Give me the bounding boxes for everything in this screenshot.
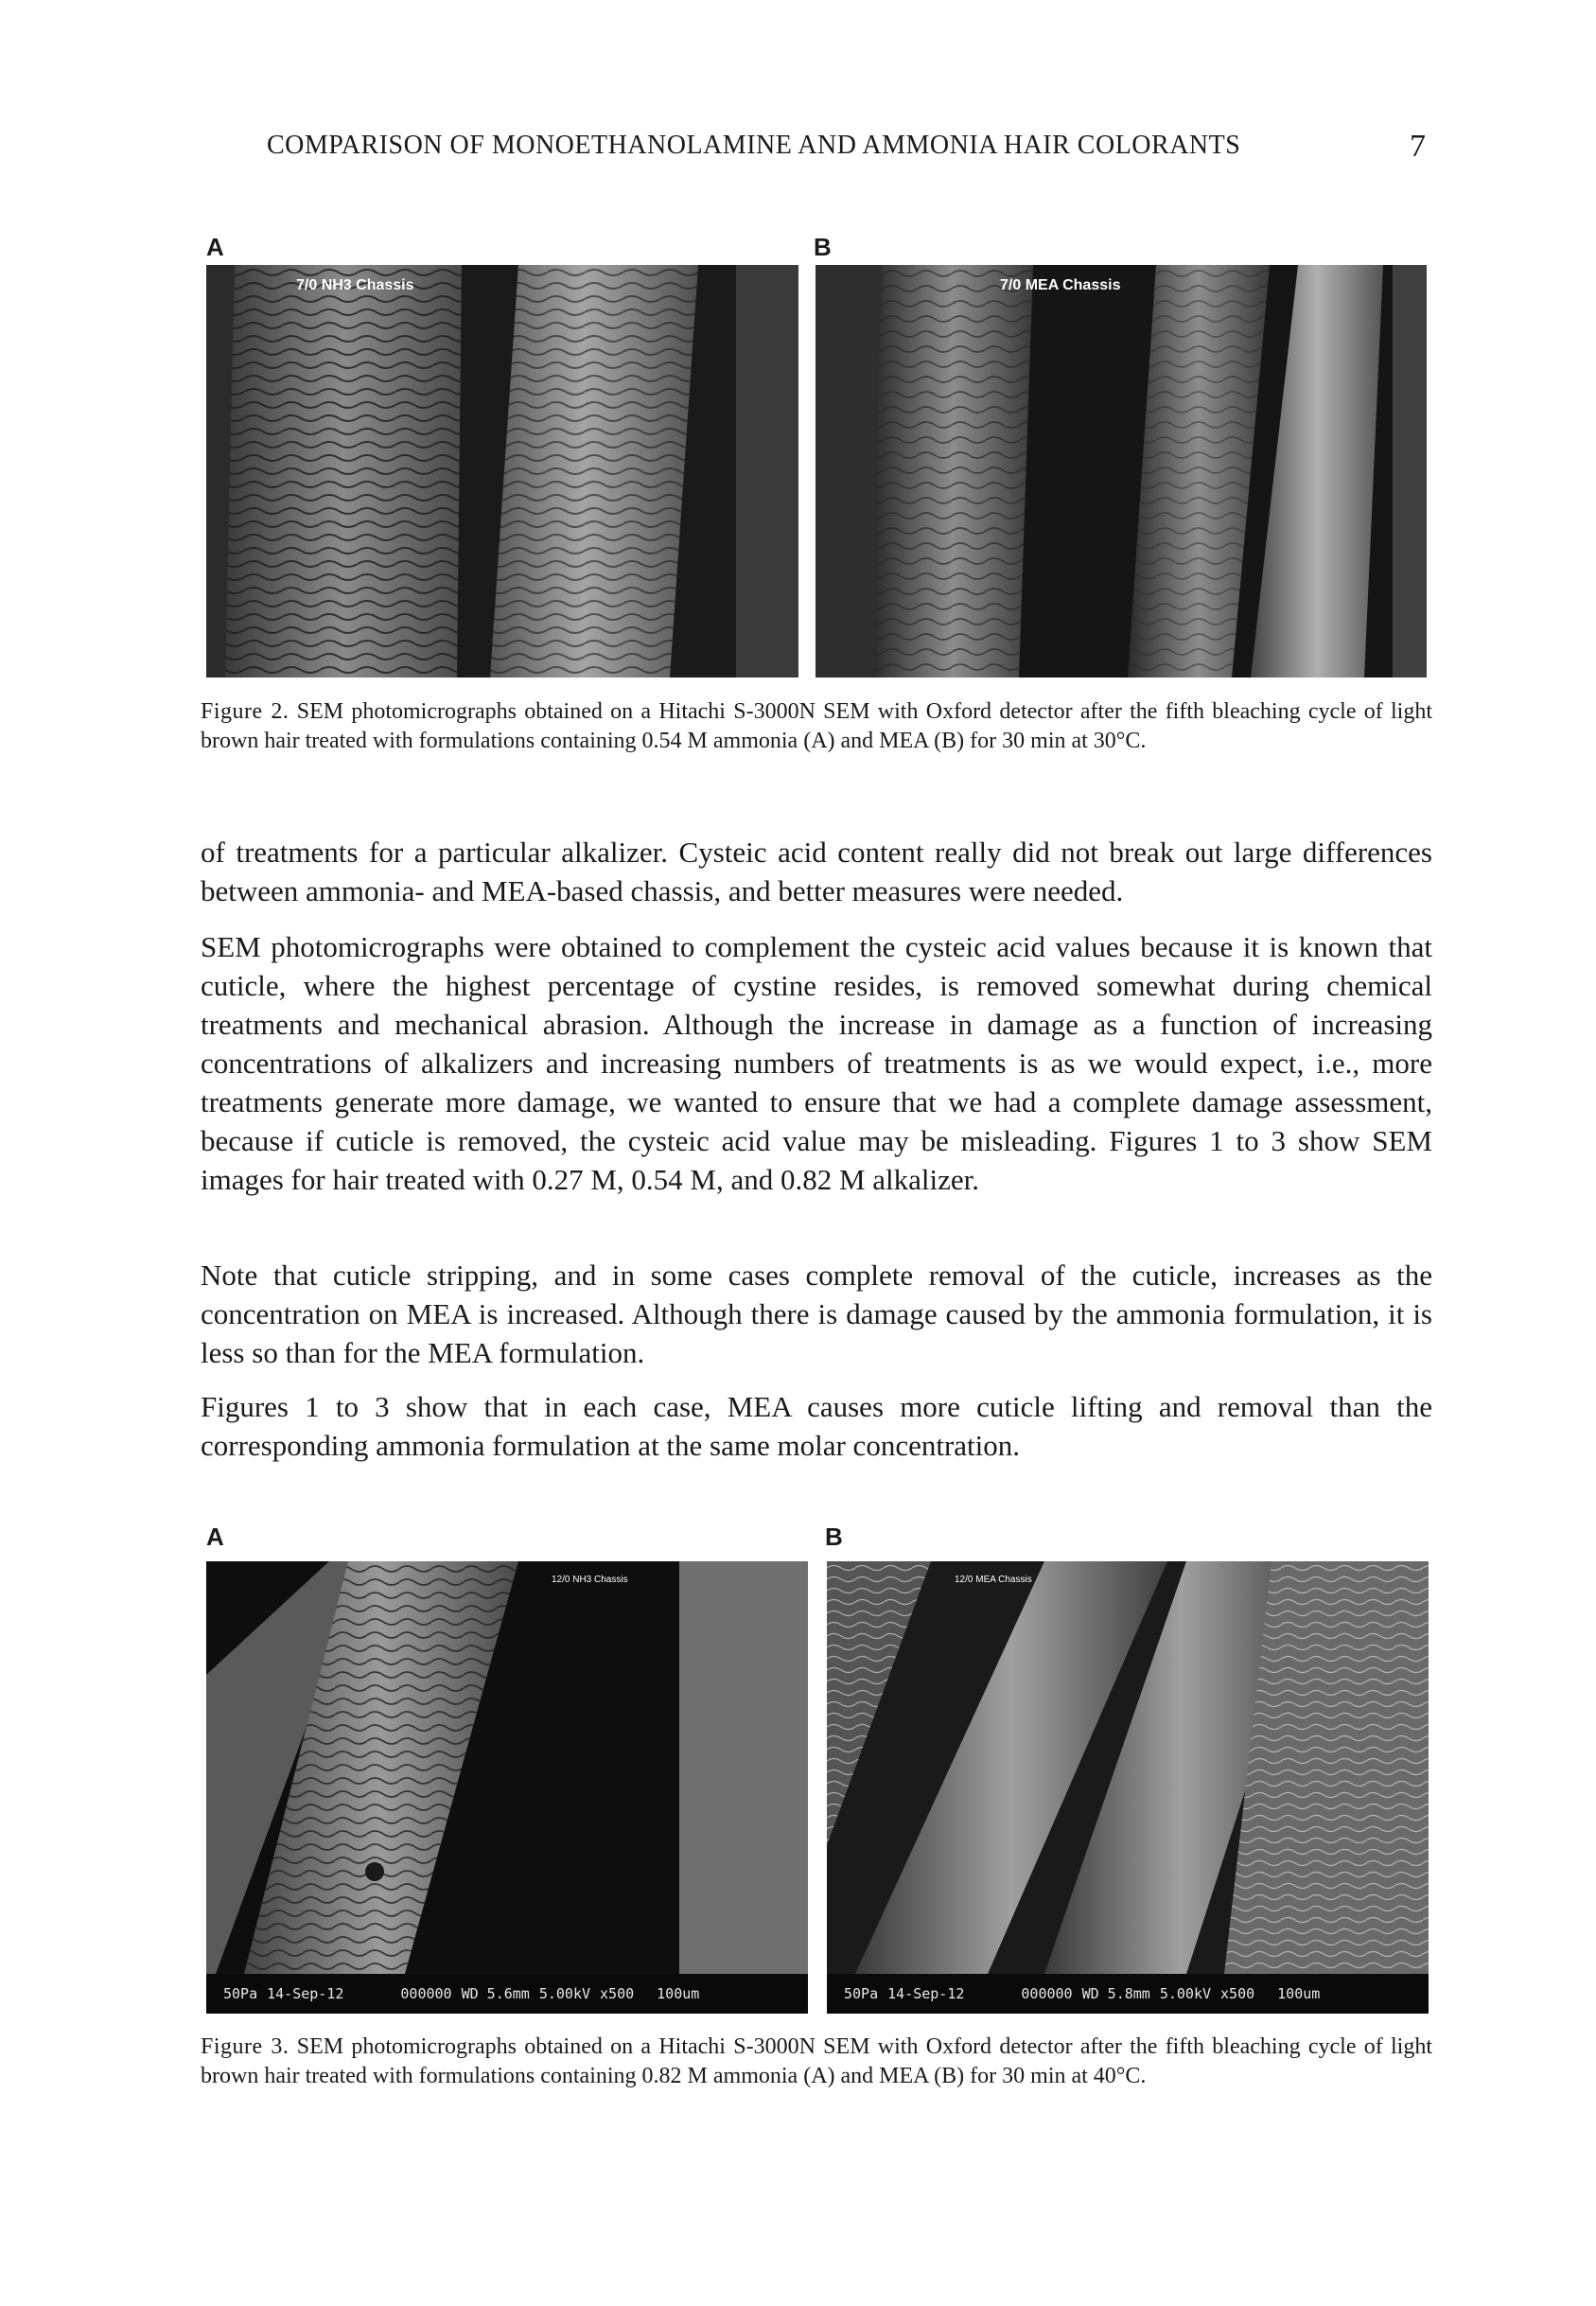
databar-scale: 100um [1277,1985,1321,2002]
figure2-panel-b-title: 7/0 MEA Chassis [1000,277,1121,293]
sem-hair-fibers-a [206,265,798,678]
running-head: COMPARISON OF MONOETHANOLAMINE AND AMMONIA HAIR COLORANTS [267,131,1241,160]
databar-magnification: x500 [1220,1985,1255,2002]
sem-hair-fibers-c [206,1561,808,1974]
figure2-caption [201,697,1432,756]
figure2-panel-b-label: B [814,233,832,261]
databar-date: 14-Sep-12 [267,1985,344,2002]
figure2-caption-text: SEM photomicrographs obtained on a Hitachi S-3000N SEM with Oxford detector after the fifth bleaching cycle of light brown hair treated with formulations containing 0.54 M ammonia (A) and MEA (B) for 30 min at 30°C. [201,699,1433,753]
figure2-caption-label: Figure 2. [201,699,289,724]
figure3-panel-a-label: A [206,1523,224,1551]
databar-magnification: x500 [600,1985,635,2002]
databar-pressure: 50Pa [844,1985,879,2002]
figure3-caption-label: Figure 3. [201,2034,289,2059]
figure2-panel-a-image [206,265,798,678]
page-number: 7 [1410,129,1426,164]
databar-scale: 100um [657,1985,700,2002]
databar-counter: 000000 [400,1985,452,2002]
figure3-panel-b-title: 12/0 MEA Chassis [955,1575,1032,1585]
figure2-panel-a-title: 7/0 NH3 Chassis [296,277,414,293]
figure3-panel-b-image [827,1561,1429,2014]
databar-pressure: 50Pa [223,1985,258,2002]
figure2-panel-a-label: A [206,233,224,261]
figure3-panel-a-title: 12/0 NH3 Chassis [552,1575,628,1585]
databar-working-distance: WD 5.8mm [1081,1985,1150,2002]
body-paragraph-2: SEM photomicrographs were obtained to complement the cysteic acid values because it is known that cuticle, where the highest percentage of cystine resides, is removed somewhat during chemical treatments and mechanical abrasion. Although the increase in damage as a function of increasing concentrations of alkalizers and increasing numbers of treatments is as we would expect, i.e., more treatments generate more damage, we wanted to ensure that we had a complete damage assessment, because if cuticle is removed, the cysteic acid value may be misleading. Figures 1 to 3 show SEM images for hair treated with 0.27 M, 0.54 M, and 0.82 M alkalizer. [201,930,1432,1196]
figure3-panel-a-databar [206,1974,808,2014]
databar-date: 14-Sep-12 [887,1985,965,2002]
figure3-caption [201,2033,1432,2091]
figure3-panel-b-label: B [825,1523,843,1551]
body-paragraph-1: of treatments for a particular alkalizer. Cysteic acid content really did not break out large differences between ammonia- and MEA-based chassis, and better measures were needed. [201,836,1432,907]
databar-voltage: 5.00kV [538,1985,591,2002]
figure3-panel-b-databar [827,1974,1429,2014]
sem-hair-fibers-b [816,265,1427,678]
body-paragraph-4: Figures 1 to 3 show that in each case, MEA causes more cuticle lifting and removal than the corresponding ammonia formulation at the same molar concentration. [201,1390,1432,1462]
figure3-panel-a-image [206,1561,808,2014]
figure3-caption-text: SEM photomicrographs obtained on a Hitachi S-3000N SEM with Oxford detector after the fifth bleaching cycle of light brown hair treated with formulations containing 0.82 M ammonia (A) and MEA (B) for 30 min at 40°C. [201,2034,1433,2088]
databar-voltage: 5.00kV [1159,1985,1212,2002]
figure2-panel-b-image [816,265,1427,678]
databar-counter: 000000 [1021,1985,1073,2002]
body-paragraph-3: Note that cuticle stripping, and in some cases complete removal of the cuticle, increases as the concentration on MEA is increased. Although there is damage caused by the ammonia formulation, it is less so than for the MEA formulation. [201,1259,1432,1369]
sem-hair-fibers-d [827,1561,1429,1974]
databar-working-distance: WD 5.6mm [461,1985,530,2002]
